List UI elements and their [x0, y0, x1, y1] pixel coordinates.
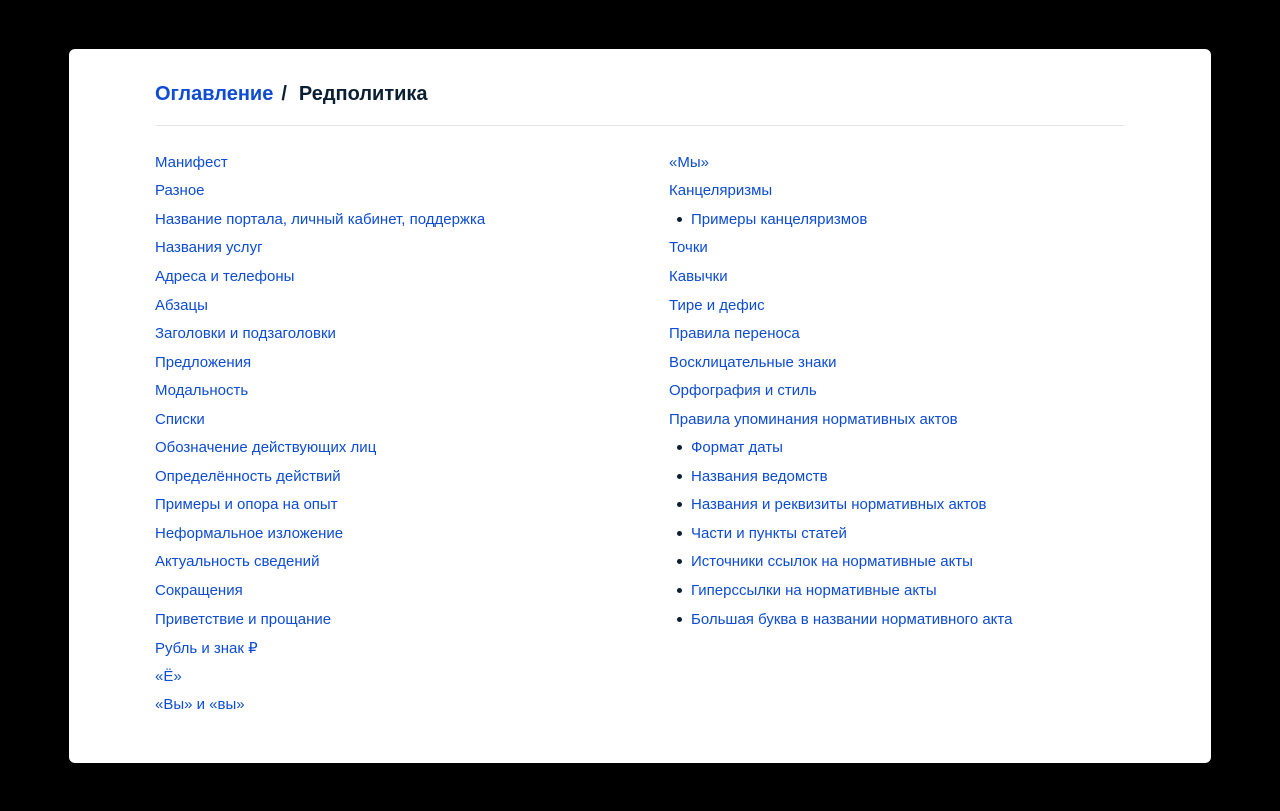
toc-item[interactable]: [155, 633, 635, 662]
toc-item-label: «Мы»: [669, 153, 709, 171]
breadcrumb-link-contents[interactable]: Оглавление: [155, 82, 274, 105]
toc-item-label: Списки: [155, 410, 205, 428]
toc-item-label: Абзацы: [155, 296, 208, 314]
toc-item-label: Рубль и знак ₽: [155, 639, 258, 657]
toc-item-label: Кавычки: [669, 267, 728, 285]
toc-item-label: Названия услуг: [155, 239, 263, 257]
toc-item-label: Большая буква в названии нормативного акта: [691, 610, 1013, 628]
toc-item[interactable]: [669, 262, 1139, 291]
bullet-icon: [677, 474, 682, 479]
breadcrumb-current-page: Редполитика: [298, 82, 428, 105]
breadcrumb: [155, 81, 428, 107]
toc-item[interactable]: [155, 319, 635, 348]
toc-subitem[interactable]: [669, 433, 1139, 462]
toc-subitem[interactable]: [669, 548, 1139, 577]
toc-item[interactable]: [669, 405, 1139, 434]
toc-item-label: Названия и реквизиты нормативных актов: [691, 496, 987, 514]
toc-item[interactable]: [155, 662, 635, 691]
toc-item-label: Обозначение действующих лиц: [155, 439, 377, 457]
toc-item-label: Части и пункты статей: [691, 524, 847, 542]
toc-item-label: Приветствие и прощание: [155, 610, 332, 628]
breadcrumb-separator: /: [281, 82, 287, 105]
toc-left-column: [155, 148, 635, 719]
toc-item[interactable]: [669, 148, 1139, 177]
toc-subitem[interactable]: [669, 576, 1139, 605]
bullet-icon: [677, 588, 682, 593]
toc-subitem[interactable]: [669, 462, 1139, 491]
content-card: [69, 49, 1211, 763]
toc-item[interactable]: [669, 234, 1139, 263]
toc-item-label: Сокращения: [155, 581, 243, 599]
toc-item-label: Точки: [669, 239, 708, 257]
toc-item-label: Источники ссылок на нормативные акты: [691, 553, 973, 571]
toc-item[interactable]: [155, 177, 635, 206]
toc-item-label: Манифест: [155, 153, 228, 171]
toc-item[interactable]: [155, 405, 635, 434]
toc-item[interactable]: [155, 376, 635, 405]
toc-item[interactable]: [669, 319, 1139, 348]
toc-item[interactable]: [155, 148, 635, 177]
bullet-icon: [677, 445, 682, 450]
toc-item[interactable]: [155, 605, 635, 634]
bullet-icon: [677, 217, 682, 222]
toc-item-label: Гиперссылки на нормативные акты: [691, 581, 937, 599]
toc-item[interactable]: [155, 291, 635, 320]
toc-subitem[interactable]: [669, 605, 1139, 634]
toc-item[interactable]: [155, 234, 635, 263]
toc-item-label: Неформальное изложение: [155, 524, 344, 542]
bullet-icon: [677, 531, 682, 536]
toc-item[interactable]: [155, 433, 635, 462]
toc-item-label: Предложения: [155, 353, 252, 371]
toc-item-label: Восклицательные знаки: [669, 353, 837, 371]
toc-item-label: Определённость действий: [155, 467, 341, 485]
bullet-icon: [677, 502, 682, 507]
toc-item[interactable]: [155, 262, 635, 291]
bullet-icon: [677, 559, 682, 564]
toc-item-label: Орфография и стиль: [669, 382, 817, 400]
toc-item-label: Разное: [155, 182, 205, 200]
toc-item[interactable]: [155, 491, 635, 520]
toc-item-label: Заголовки и подзаголовки: [155, 325, 336, 343]
toc-item-label: Правила упоминания нормативных актов: [669, 410, 958, 428]
toc-subitem[interactable]: [669, 491, 1139, 520]
toc-item-label: Канцеляризмы: [669, 182, 773, 200]
toc-item-label: Тире и дефис: [669, 296, 765, 314]
toc-item-label: Актуальность сведений: [155, 553, 320, 571]
toc-item[interactable]: [155, 576, 635, 605]
toc-item-label: Модальность: [155, 382, 249, 400]
toc-item[interactable]: [155, 348, 635, 377]
toc-item-label: «Ё»: [155, 667, 182, 685]
toc-item-label: Примеры канцеляризмов: [691, 210, 868, 228]
toc-item-label: Адреса и телефоны: [155, 267, 295, 285]
toc-item[interactable]: [155, 519, 635, 548]
toc-item[interactable]: [155, 690, 635, 719]
toc-item-label: Названия ведомств: [691, 467, 828, 485]
toc-item-label: «Вы» и «вы»: [155, 696, 245, 714]
toc-item[interactable]: [155, 205, 635, 234]
toc-item[interactable]: [669, 177, 1139, 206]
toc-item-label: Название портала, личный кабинет, поддержка: [155, 210, 486, 228]
bullet-icon: [677, 617, 682, 622]
header-divider: [155, 125, 1125, 126]
toc-item[interactable]: [669, 376, 1139, 405]
toc-item-label: Правила переноса: [669, 325, 800, 343]
toc-item[interactable]: [669, 291, 1139, 320]
toc-subitem[interactable]: [669, 519, 1139, 548]
toc-right-column: [669, 148, 1139, 633]
toc-subitem[interactable]: [669, 205, 1139, 234]
toc-item-label: Примеры и опора на опыт: [155, 496, 338, 514]
toc-item[interactable]: [669, 348, 1139, 377]
toc-item[interactable]: [155, 462, 635, 491]
toc-item-label: Формат даты: [691, 439, 783, 457]
toc-item[interactable]: [155, 548, 635, 577]
